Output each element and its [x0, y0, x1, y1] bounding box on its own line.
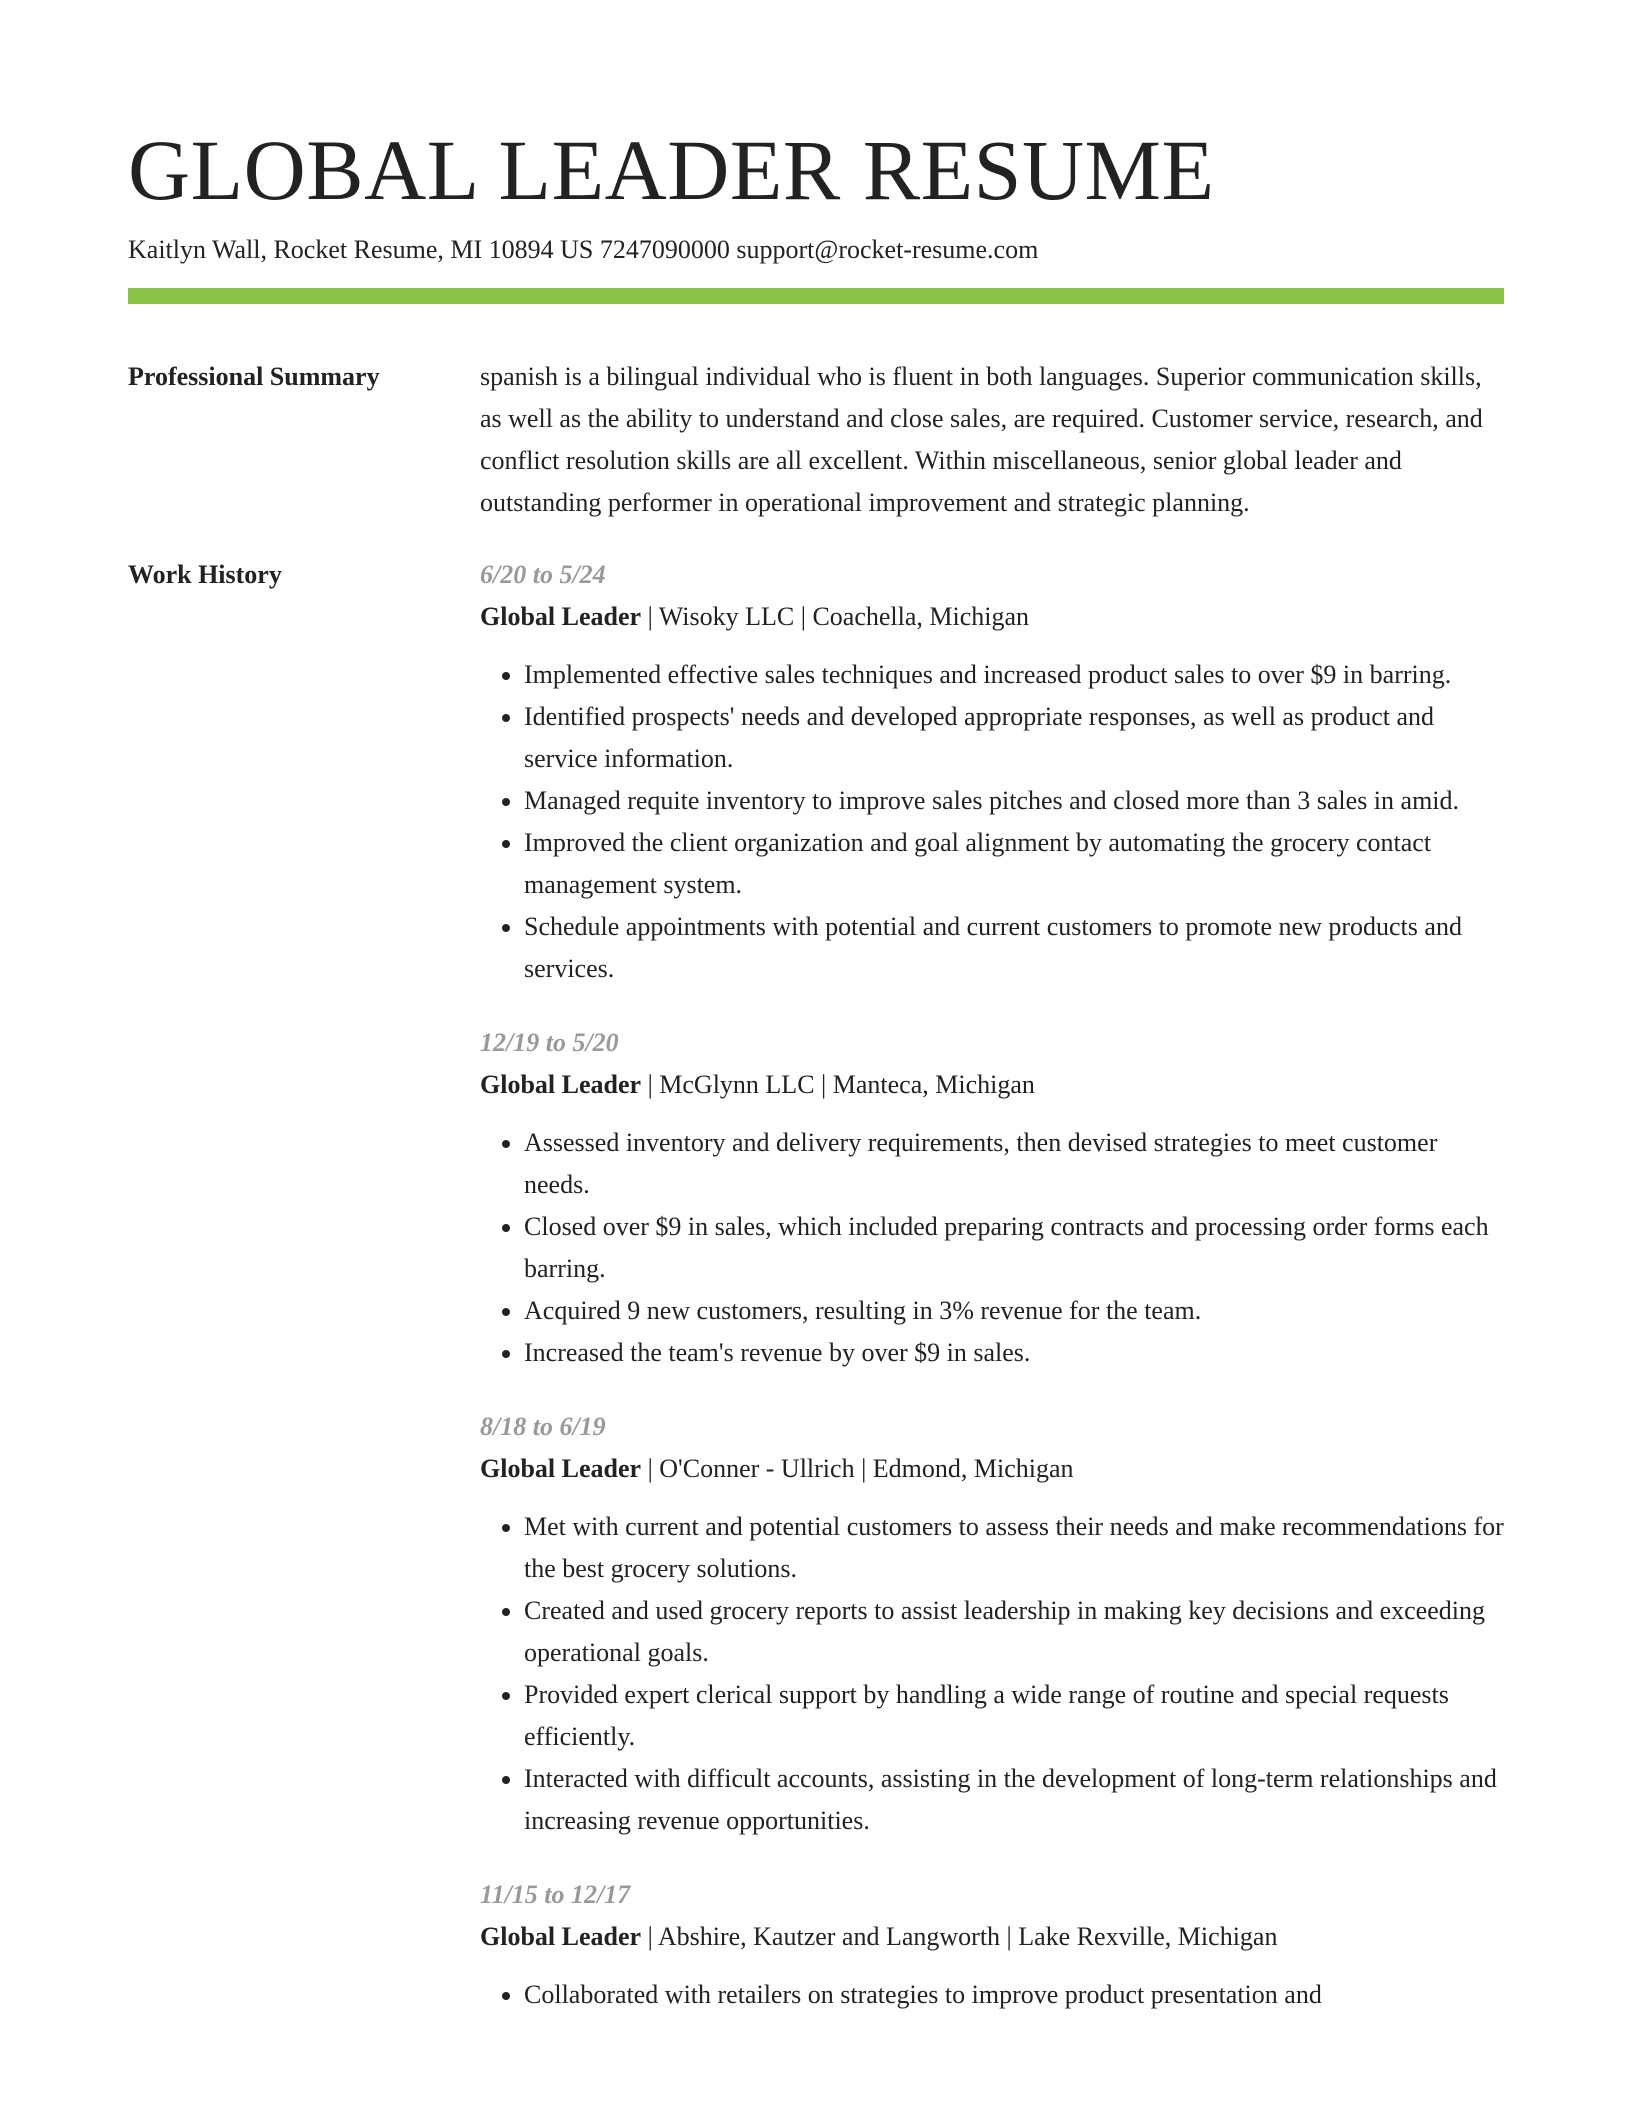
job-dates: 12/19 to 5/20 [480, 1028, 619, 1057]
job-employer-location: | Abshire, Kautzer and Langworth | Lake Rexville, Michigan [641, 1922, 1278, 1951]
job-title: Global Leader [480, 1070, 642, 1099]
job-bullet: • Collaborated with retailers on strategies to improve product presentation and [524, 1974, 1504, 2016]
job-entry [480, 1406, 1504, 1842]
job-title: Global Leader [480, 602, 642, 631]
job-dates: 11/15 to 12/17 [480, 1880, 631, 1909]
job-bullet-list [480, 1506, 1504, 1842]
header-divider [128, 288, 1504, 304]
professional-summary-section [128, 356, 1504, 524]
section-label-summary: Professional Summary [128, 362, 380, 391]
job-bullet: • Identified prospects' needs and developed appropriate responses, as well as product and service information. [524, 696, 1504, 780]
job-bullet: • Provided expert clerical support by handling a wide range of routine and special requests efficiently. [524, 1674, 1504, 1758]
work-history-list [480, 554, 1504, 2016]
job-bullet-list [480, 654, 1504, 990]
job-heading [480, 1916, 1504, 1958]
job-heading [480, 1448, 1504, 1490]
job-bullet-list [480, 1974, 1504, 2016]
job-dates: 6/20 to 5/24 [480, 560, 606, 589]
job-bullet: • Acquired 9 new customers, resulting in 3% revenue for the team. [524, 1290, 1504, 1332]
job-bullet: • Increased the team's revenue by over $9 in sales. [524, 1332, 1504, 1374]
job-employer-location: | Wisoky LLC | Coachella, Michigan [641, 602, 1030, 631]
job-bullet: • Assessed inventory and delivery requirements, then devised strategies to meet customer needs. [524, 1122, 1504, 1206]
job-entry [480, 1874, 1504, 2016]
job-entry [480, 554, 1504, 990]
section-label-work-history: Work History [128, 560, 282, 589]
job-bullet: • Schedule appointments with potential and current customers to promote new products and services. [524, 906, 1504, 990]
job-bullet: • Met with current and potential customers to assess their needs and make recommendations for the best grocery solutions. [524, 1506, 1504, 1590]
resume-page [128, 120, 1504, 2016]
work-history-section [128, 554, 1504, 2016]
job-title: Global Leader [480, 1454, 642, 1483]
job-bullet: • Created and used grocery reports to assist leadership in making key decisions and exceeding operational goals. [524, 1590, 1504, 1674]
job-bullet: • Improved the client organization and goal alignment by automating the grocery contact management system. [524, 822, 1504, 906]
job-heading [480, 596, 1504, 638]
job-heading [480, 1064, 1504, 1106]
job-bullet: • Implemented effective sales techniques and increased product sales to over $9 in barring. [524, 654, 1504, 696]
job-employer-location: | O'Conner - Ullrich | Edmond, Michigan [641, 1454, 1074, 1483]
job-employer-location: | McGlynn LLC | Manteca, Michigan [641, 1070, 1035, 1099]
contact-line: Kaitlyn Wall, Rocket Resume, MI 10894 US 7247090000 support@rocket-resume.com [128, 235, 1039, 264]
job-bullet: • Closed over $9 in sales, which included preparing contracts and processing order forms each barring. [524, 1206, 1504, 1290]
job-dates: 8/18 to 6/19 [480, 1412, 606, 1441]
job-bullet: • Interacted with difficult accounts, assisting in the development of long-term relationships and increasing revenue opportunities. [524, 1758, 1504, 1842]
job-title: Global Leader [480, 1922, 642, 1951]
resume-title: GLOBAL LEADER RESUME [128, 122, 1215, 218]
job-bullet-list [480, 1122, 1504, 1374]
job-entry [480, 1022, 1504, 1374]
job-bullet: • Managed requite inventory to improve sales pitches and closed more than 3 sales in amid. [524, 780, 1504, 822]
summary-text: spanish is a bilingual individual who is fluent in both languages. Superior communication skills, as well as the ability to understand and close sales, are required. Customer service, research, and conflict resolution skills are all excellent. Within miscellaneous, senior global leader and outstanding performer in operational improvement and strategic planning. [480, 362, 1483, 517]
